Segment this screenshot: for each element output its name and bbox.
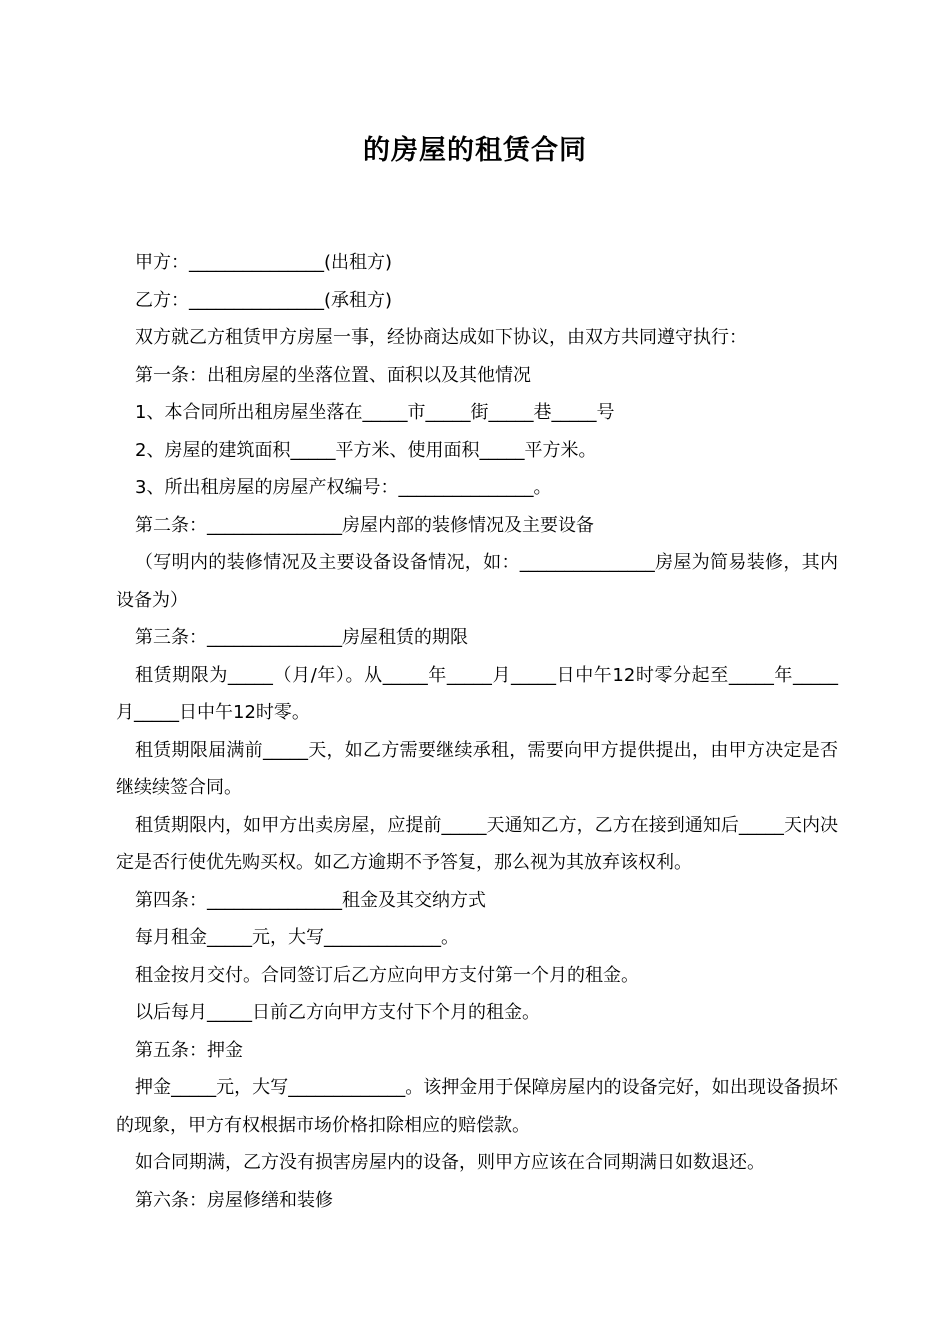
rent-schedule-line: 以后每月_____日前乙方向甲方支付下个月的租金。 bbox=[135, 1002, 540, 1023]
document-title: 的房屋的租赁合同 bbox=[363, 135, 587, 166]
article-2-note: （写明内的装修情况及主要设备设备情况，如：_______________房屋为简易装修，其内设备为） bbox=[116, 552, 838, 611]
party-b-line: 乙方：_______________(承租方) bbox=[135, 289, 393, 311]
lease-term-paragraph: 租赁期限为_____（月/年）。从_____年_____月_____日中午12时零分起至_____年_____月_____日中午12时零。 bbox=[116, 664, 838, 723]
party-a-line: 甲方：_______________(出租方) bbox=[135, 252, 393, 273]
article-1-item-3: 3、所出租房屋的房屋产权编号：_______________。 bbox=[135, 477, 552, 498]
article-6-heading: 第六条：房屋修缮和装修 bbox=[135, 1189, 333, 1211]
article-1-item-2: 2、房屋的建筑面积_____平方米、使用面积_____平方米。 bbox=[135, 439, 597, 461]
article-5-heading: 第五条：押金 bbox=[135, 1039, 243, 1061]
rent-payment-line: 租金按月交付。合同签订后乙方应向甲方支付第一个月的租金。 bbox=[135, 964, 639, 986]
agreement-intro: 双方就乙方租赁甲方房屋一事，经协商达成如下协议，由双方共同遵守执行： bbox=[135, 327, 747, 348]
preemption-paragraph: 租赁期限内，如甲方出卖房屋，应提前_____天通知乙方，乙方在接到通知后_____天内决定是否行使优先购买权。如乙方逾期不予答复，那么视为其放弃该权利。 bbox=[116, 814, 838, 873]
article-4-heading: 第四条：_______________租金及其交纳方式 bbox=[135, 889, 486, 911]
article-1-heading: 第一条：出租房屋的坐落位置、面积以及其他情况 bbox=[135, 364, 531, 386]
article-3-heading: 第三条：_______________房屋租赁的期限 bbox=[135, 627, 468, 648]
deposit-refund-line: 如合同期满，乙方没有损害房屋内的设备，则甲方应该在合同期满日如数退还。 bbox=[135, 1152, 765, 1173]
deposit-paragraph: 押金_____元，大写_____________。该押金用于保障房屋内的设备完好，如出现设备损坏的现象，甲方有权根据市场价格扣除相应的赔偿款。 bbox=[116, 1077, 838, 1136]
monthly-rent-line: 每月租金_____元，大写_____________。 bbox=[135, 927, 459, 948]
renewal-paragraph: 租赁期限届满前_____天，如乙方需要继续承租，需要向甲方提供提出，由甲方决定是否继续续签合同。 bbox=[116, 739, 838, 798]
article-2-heading: 第二条：_______________房屋内部的装修情况及主要设备 bbox=[135, 514, 594, 536]
document-body bbox=[116, 244, 838, 1219]
article-1-item-1: 1、本合同所出租房屋坐落在_____市_____街_____巷_____号 bbox=[135, 402, 615, 423]
